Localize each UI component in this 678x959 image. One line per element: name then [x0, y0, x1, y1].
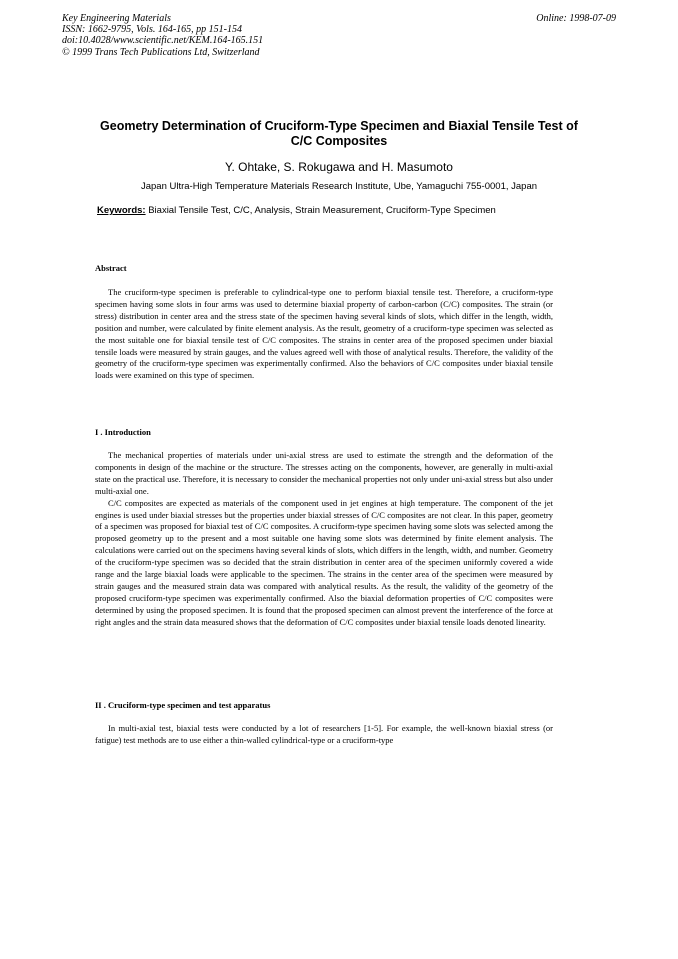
introduction-heading: I . Introduction — [95, 427, 151, 437]
abstract-text: The cruciform-type specimen is preferable to cylindrical-type one to perform biaxial tensile test. Therefore, a cruciform-type specimen having some slots in four arms was used to determine biaxial property of carbon-carbon (C/C) composites. The strain (or stress) distribution in center area and the stress state of the specimen having several kinds of slots, which differ in the length, width, position and number, were calculated by finite element analysis. As the result, geometry of a cruciform-type specimen was selected as the most suitable one for biaxial tensile test of C/C composites. The strains in center area of the proposed specimen under biaxial tensile loads were measured by strain gauges, and the values agreed well with those of analytical results. Therefore, the validity of the geometry of the cruciform-type specimen was experimentally confirmed. Also the behaviors of C/C composites under biaxial tensile loads were examined on this type of specimen. — [95, 287, 553, 381]
paper-affiliation: Japan Ultra-High Temperature Materials Research Institute, Ube, Yamaguchi 755-0001, Japan — [140, 181, 538, 192]
introduction-para-1: The mechanical properties of materials under uni-axial stress are used to estimate the strength and the deformation of the components in design of the machine or the structure. The stresses acting on the components, however, are generally in multi-axial state on the practical use. Therefore, it is necessary to consider the mechanical properties not only under uni-axial stress but also under multi-axial one. — [95, 450, 553, 496]
introduction-para-2: C/C composites are expected as materials of the component used in jet engines at high temperature. The component of the jet engines is used under biaxial stresses but the properties under biaxial stresses of C/C composites are not clear. In this paper, geometry of a specimen was proposed for biaxial test of C/C composites. A cruciform-type specimen having some slots was selected among the proposed geometry up to the present and a most suitable one having some slots was determined by finite element analysis. The calculations were carried out on the specimens having several kinds of slots, which differs in the length, width, and number. Geometry of the cruciform-type specimen was so decided that the strain distribution in center area of the specimen uniformly covered a wide range and the large biaxial loads were applicable to the specimen. The strains in the center area of the specimen were measured by strain gauges and the measured strain data was compared with analytical results. As the result, the validity of the geometry of the proposed cruciform-type specimen was experimentally confirmed. Also the biaxial deformation properties of C/C composites were determined by using the proposed specimen. It is found that the proposed specimen can almost prevent the interference of the force at right angles and the strain data measured shows that the deformation of C/C composites under biaxial tensile loads denoted linearity. — [95, 497, 553, 627]
journal-name: Key Engineering Materials — [62, 13, 171, 24]
abstract-heading: Abstract — [95, 263, 127, 273]
abstract-body — [95, 287, 553, 382]
online-date: Online: 1998-07-09 — [536, 13, 616, 24]
paper-title: Geometry Determination of Cruciform-Type Specimen and Biaxial Tensile Test of C/C Composites — [100, 119, 578, 148]
copyright-line: © 1999 Trans Tech Publications Ltd, Switzerland — [62, 46, 260, 58]
keywords-list: Biaxial Tensile Test, C/C, Analysis, Strain Measurement, Cruciform-Type Specimen — [148, 205, 496, 216]
issn-line: ISSN: 1662-9795, Vols. 164-165, pp 151-154 — [62, 24, 242, 36]
keywords-label: Keywords: — [97, 205, 146, 216]
section2-body — [95, 723, 553, 749]
journal-header — [62, 13, 263, 58]
keywords-line — [97, 205, 597, 216]
section2-para-1: In multi-axial test, biaxial tests were conducted by a lot of researchers [1-5]. For example, the well-known biaxial stress (or fatigue) test methods are to use either a thin-walled cylindrical-type or a cruciform-type — [95, 723, 553, 745]
doi-line: doi:10.4028/www.scientific.net/KEM.164-165.151 — [62, 35, 264, 47]
section2-heading: II . Cruciform-type specimen and test apparatus — [95, 700, 271, 710]
paper-authors: Y. Ohtake, S. Rokugawa and H. Masumoto — [225, 160, 453, 174]
introduction-body — [95, 450, 553, 629]
